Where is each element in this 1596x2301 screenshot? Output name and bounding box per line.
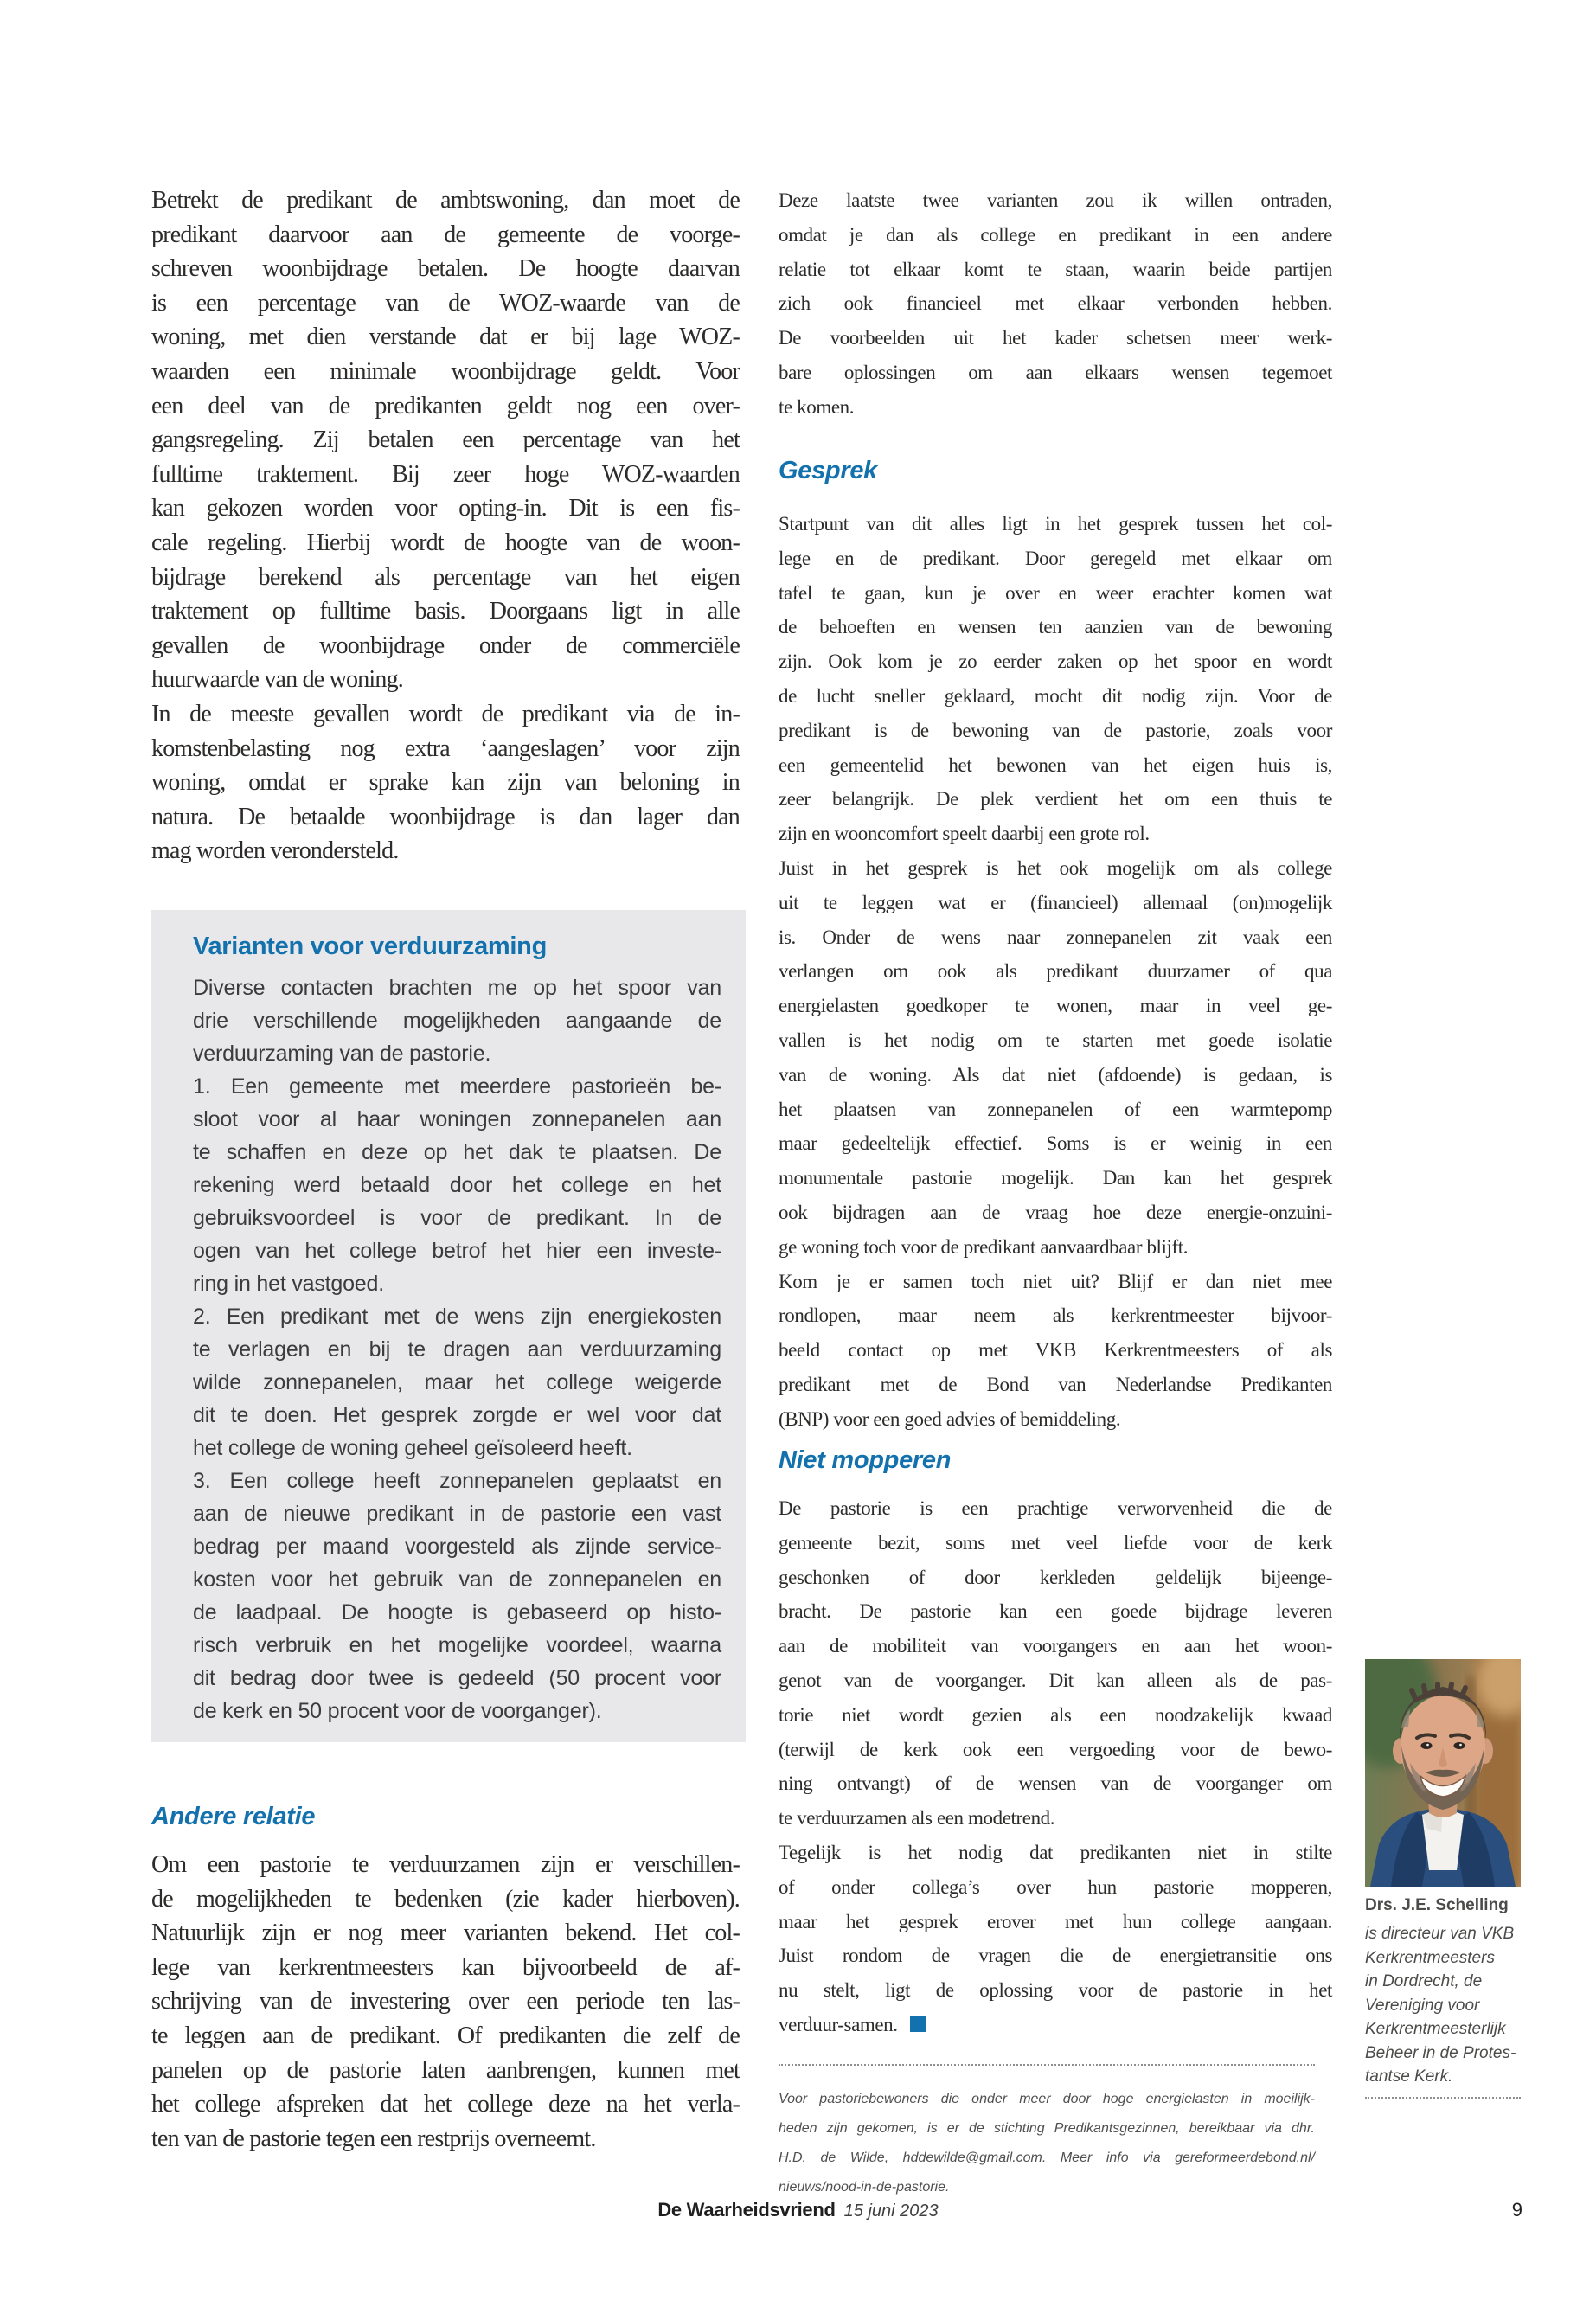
author-bio: is directeur van VKB Kerkrentmeesters in Dordrecht, de Vereniging voor Kerkrentmeesterlijk Beheer in de Protes- tantse Kerk. xyxy=(1365,1925,1516,2086)
section-heading-gesprek: Gesprek xyxy=(779,457,877,484)
author-name: Drs. J.E. Schelling xyxy=(1365,1896,1509,1914)
section-heading-andere-relatie: Andere relatie xyxy=(151,1803,316,1830)
author-portrait-photo xyxy=(1365,1659,1521,1887)
left-column-intro-paragraphs: Betrekt de predikant de ambtswoning, dan moet de predikant daarvoor aan de gemeente de voorge- schreven woonbijdrage betalen. De hoogte daarvan is een percentage van de WOZ-waarde van de woning, met dien verstande dat er bij lage WOZ- waarden een minimale woonbijdrage geldt. Voor een deel van de predikanten geldt nog een over- gangsregeling. Zij betalen een percentage van het fulltime traktement. Bij zeer hoge WOZ-waarden kan gekozen worden voor opting-in. Dit is een fis- cale regeling. Hierbij wordt de hoogte van de woon- bijdrage berekend als percentage van het eigen traktement op fulltime basis. Doorgaans ligt in alle gevallen de woonbijdrage onder de commerciële huurwaarde van de woning. In de meeste gevallen wordt de predikant via de in- komstenbelasting nog extra ‘aangeslagen’ voor zijn woning, omdat er sprake kan zijn van beloning in natura. De betaalde woonbijdrage is dan lager dan mag worden verondersteld. xyxy=(151,187,740,865)
footnote-divider-rule xyxy=(779,2064,1315,2066)
page-footer xyxy=(0,2199,1596,2221)
page-number: 9 xyxy=(1511,2199,1522,2221)
footnote: Voor pastoriebewoners die onder meer door hoge energielasten in moeilijk- heden zijn gekomen, is er de stichting Predikantsgezinnen, bereikbaar via dhr. H.D. de Wilde, hddewilde@gmail.com. Meer info via gereformeerdebond.nl/ nieuws/nood-in-de-pastorie. xyxy=(779,2092,1315,2195)
end-of-article-marker xyxy=(910,2016,926,2032)
magazine-name: De Waarheidsvriend xyxy=(657,2199,836,2221)
niet-mopperen-paragraphs: De pastorie is een prachtige verworvenheid die de gemeente bezit, soms met veel liefde voor de kerk geschonken of door kerkleden geldelijk bijeenge- bracht. De pastorie kan een goede bijdrage leveren aan de mobiliteit van voorgangers en aan het woon- genot van de voorganger. Dit kan alleen als de pas- torie niet wordt gezien als een noodzakelijk kwaad (terwijl de kerk ook een vergoeding voor de bewo- ning ontvangt) of de wensen van de voorganger om te verduurzamen als een modetrend. Tegelijk is het nodig dat predikanten niet in stilte of onder collega’s over hun pastorie mopperen, maar het gesprek erover met hun college aangaan. Juist rondom de vragen die de energietransitie ons nu stelt, ligt de oplossing voor de pastorie in het verduur-samen. xyxy=(779,1497,1332,2035)
section-heading-niet-mopperen: Niet mopperen xyxy=(779,1446,952,1474)
info-box-body: Diverse contacten brachten me op het spoor van drie verschillende mogelijkheden aangaande de verduurzaming van de pastorie. 1. Een gemeente met meerdere pastorieën be- sloot voor al haar woningen zonnepanelen aan te schaffen en deze op het dak te plaatsen. De rekening werd betaald door het college en het gebruiksvoordeel is voor de predikant. In de ogen van het college betrof het hier een investe- ring in het vastgoed. 2. Een predikant met de wens zijn energiekosten te verlagen en bij te dragen aan verduurzaming wilde zonnepanelen, maar het college weigerde dit te doen. Het gesprek zorgde er wel voor dat het college de woning geheel geïsoleerd heeft. 3. Een college heeft zonnepanelen geplaatst en aan de nieuwe predikant in de pastorie een vast bedrag per maand voorgesteld als zijnde service- kosten voor het gebruik van de zonnepanelen en de laadpaal. De hoogte is gebaseerd op histo- risch verbruik en het mogelijke voordeel, waarna dit bedrag door twee is gedeeld (50 procent voor de kerk en 50 procent voor de voorganger). xyxy=(193,976,721,1723)
author-caption-rule xyxy=(1365,2097,1521,2099)
portrait-illustration xyxy=(1365,1659,1521,1887)
andere-relatie-paragraphs: Om een pastorie te verduurzamen zijn er verschillen- de mogelijkheden te bedenken (zie kader hierboven). Natuurlijk zijn er nog meer varianten bekend. Het col- lege van kerkrentmeesters kan bijvoorbeeld de af- schrijving van de investering over een periode ten las- te leggen aan de predikant. Of predikanten die zelf de panelen op de pastorie laten aanbrengen, kunnen met het college afspreken dat het college deze na het verla- ten van de pastorie tegen een restprijs overneemt. xyxy=(151,1851,740,2152)
right-column-lead-paragraph: Deze laatste twee varianten zou ik willen ontraden, omdat je dan als college en predikant in een andere relatie tot elkaar komt te staan, waarin beide partijen zich ook financieel met elkaar verbonden hebben. De voorbeelden uit het kader schetsen meer werk- bare oplossingen om aan elkaars wensen tegemoet te komen. xyxy=(779,189,1332,418)
issue-date: 15 juni 2023 xyxy=(843,2202,939,2221)
sidebar-info-box xyxy=(151,910,746,1742)
info-box-title: Varianten voor verduurzaming xyxy=(193,933,547,960)
gesprek-paragraphs: Startpunt van dit alles ligt in het gesprek tussen het col- lege en de predikant. Door geregeld met elkaar om tafel te gaan, kun je over en weer erachter komen wat de behoeften en wensen ten aanzien van de bewoning zijn. Ook kom je zo eerder zaken op het spoor en wordt de lucht sneller geklaard, mocht dit nodig zijn. Voor de predikant is de bewoning van de pastorie, zoals voor een gemeentelid het bewonen van het eigen huis is, zeer belangrijk. De plek verdient het om een thuis te zijn en wooncomfort speelt daarbij een grote rol. Juist in het gesprek is het ook mogelijk om als college uit te leggen wat er (financieel) allemaal (on)mogelijk is. Onder de wens naar zonnepanelen zit vaak een verlangen om ook als predikant duurzamer of qua energielasten goedkoper te wonen, maar in veel ge- vallen is het nodig om te starten met goede isolatie van de woning. Als dat niet (afdoende) is gedaan, is het plaatsen van zonnepanelen of een warmtepomp maar gedeeltelijk effectief. Soms is er weinig in een monumentale pastorie mogelijk. Dan kan het gesprek ook bijdragen aan de vraag hoe deze energie-onzuini- ge woning toch voor de predikant aanvaardbaar blijft. Kom je er samen toch niet uit? Blijf er dan niet mee rondlopen, maar neem als kerkrentmeester bijvoor- beeld contact op met VKB Kerkrentmeesters of als predikant met de Bond van Nederlandse Predikanten (BNP) voor een goed advies of bemiddeling. xyxy=(779,513,1332,1430)
